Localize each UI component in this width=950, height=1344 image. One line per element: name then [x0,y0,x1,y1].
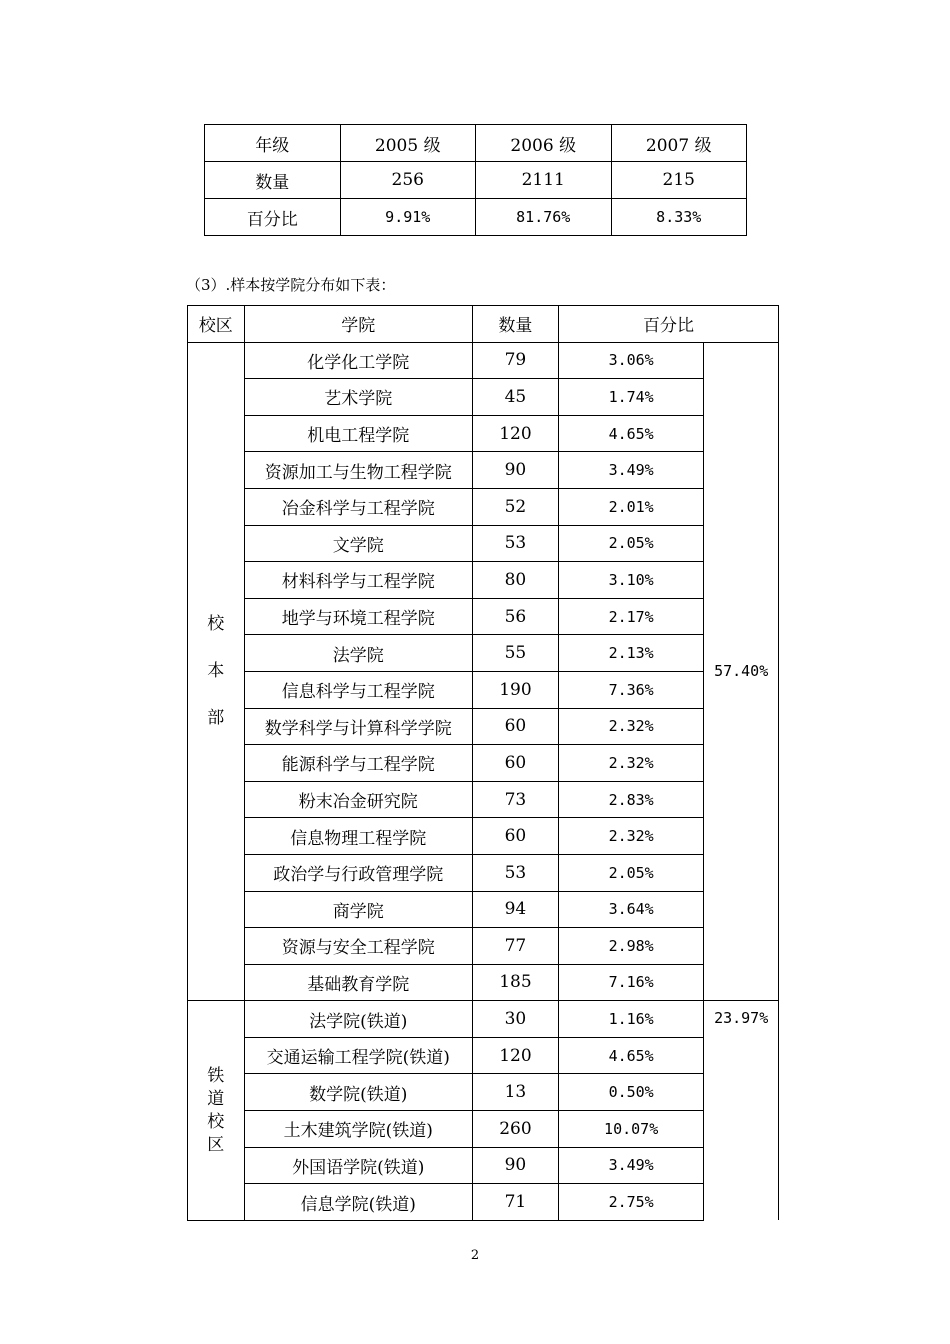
college-percent: 2.13% [558,635,703,672]
college-count: 73 [472,781,558,818]
grade-header-row [205,125,747,162]
college-name: 信息物理工程学院 [244,818,472,855]
college-percent: 2.75% [558,1184,703,1221]
college-count: 52 [472,488,558,525]
table-row [188,1001,779,1038]
college-header-row [188,306,779,343]
table-row [188,488,779,525]
college-name: 信息科学与工程学院 [244,671,472,708]
college-percent: 7.36% [558,671,703,708]
college-count: 190 [472,671,558,708]
college-name: 地学与环境工程学院 [244,598,472,635]
college-count: 60 [472,745,558,782]
grade-percent-2007: 8.33% [611,199,747,236]
college-count: 60 [472,818,558,855]
college-count: 90 [472,1147,558,1184]
college-percent: 1.16% [558,1001,703,1038]
table-row [188,781,779,818]
college-count: 120 [472,415,558,452]
main-campus-label-char: 校 [207,613,225,634]
main-campus-subtotal: 57.40% [704,342,779,1001]
college-name: 土木建筑学院(铁道) [244,1111,472,1148]
college-percent: 2.98% [558,928,703,965]
grade-header-2005: 2005 级 [340,125,476,162]
grade-percent-label: 百分比 [205,199,341,236]
college-count: 120 [472,1037,558,1074]
college-name: 能源科学与工程学院 [244,745,472,782]
main-campus-label-char: 本 [207,660,225,681]
grade-count-2006: 2111 [476,162,612,199]
college-percent: 3.64% [558,891,703,928]
college-name: 艺术学院 [244,379,472,416]
table-row [188,818,779,855]
grade-header-2007: 2007 级 [611,125,747,162]
college-percent: 4.65% [558,415,703,452]
railway-campus-label-char: 铁 [207,1065,225,1086]
college-count: 185 [472,964,558,1001]
college-count: 60 [472,708,558,745]
header-college: 学院 [244,306,472,343]
college-name: 文学院 [244,525,472,562]
college-distribution-table [187,305,779,1221]
college-percent: 1.74% [558,379,703,416]
college-name: 信息学院(铁道) [244,1184,472,1221]
table-row [188,1037,779,1074]
college-name: 数学科学与计算科学学院 [244,708,472,745]
table-row [188,1111,779,1148]
college-name: 资源与安全工程学院 [244,928,472,965]
college-percent: 2.32% [558,745,703,782]
college-percent: 3.49% [558,452,703,489]
table-row [188,342,779,379]
college-percent: 2.32% [558,818,703,855]
college-percent: 2.05% [558,525,703,562]
table-row [188,562,779,599]
college-percent: 3.49% [558,1147,703,1184]
college-count: 77 [472,928,558,965]
college-count: 53 [472,525,558,562]
college-count: 80 [472,562,558,599]
grade-count-row [205,162,747,199]
railway-campus-label-char: 道 [207,1088,225,1109]
college-name: 机电工程学院 [244,415,472,452]
college-count: 260 [472,1111,558,1148]
table-row [188,891,779,928]
college-percent: 2.05% [558,854,703,891]
grade-count-label: 数量 [205,162,341,199]
college-count: 56 [472,598,558,635]
grade-header-label: 年级 [205,125,341,162]
college-count: 90 [472,452,558,489]
college-name: 资源加工与生物工程学院 [244,452,472,489]
header-campus: 校区 [188,306,245,343]
college-percent: 2.83% [558,781,703,818]
college-count: 45 [472,379,558,416]
table-row [188,598,779,635]
college-count: 79 [472,342,558,379]
college-percent: 3.10% [558,562,703,599]
grade-percent-row [205,199,747,236]
college-table-caption: （3）.样本按学院分布如下表： [186,276,396,294]
grade-header-2006: 2006 级 [476,125,612,162]
table-row [188,415,779,452]
college-percent: 7.16% [558,964,703,1001]
college-count: 71 [472,1184,558,1221]
college-count: 13 [472,1074,558,1111]
college-count: 55 [472,635,558,672]
main-campus-label-char: 部 [207,707,225,728]
header-count: 数量 [472,306,558,343]
grade-distribution-table [204,124,747,236]
railway-campus-label [188,1001,245,1221]
table-row [188,854,779,891]
table-row [188,1147,779,1184]
college-percent: 3.06% [558,342,703,379]
college-percent: 2.01% [558,488,703,525]
college-percent: 0.50% [558,1074,703,1111]
grade-percent-2006: 81.76% [476,199,612,236]
college-name: 化学化工学院 [244,342,472,379]
table-row [188,379,779,416]
college-name: 数学院(铁道) [244,1074,472,1111]
college-name: 粉末冶金研究院 [244,781,472,818]
college-name: 商学院 [244,891,472,928]
railway-campus-subtotal: 23.97% [704,1001,779,1221]
table-row [188,1074,779,1111]
college-count: 94 [472,891,558,928]
header-percent: 百分比 [558,306,778,343]
college-percent: 10.07% [558,1111,703,1148]
college-name: 交通运输工程学院(铁道) [244,1037,472,1074]
college-name: 法学院 [244,635,472,672]
college-name: 基础教育学院 [244,964,472,1001]
table-row [188,452,779,489]
railway-campus-label-char: 区 [207,1134,225,1155]
main-campus-label [188,342,245,1001]
grade-count-2005: 256 [340,162,476,199]
college-name: 外国语学院(铁道) [244,1147,472,1184]
college-percent: 2.17% [558,598,703,635]
college-count: 53 [472,854,558,891]
college-name: 法学院(铁道) [244,1001,472,1038]
page-number: 2 [470,1248,480,1263]
college-percent: 2.32% [558,708,703,745]
grade-count-2007: 215 [611,162,747,199]
table-row [188,635,779,672]
college-name: 材料科学与工程学院 [244,562,472,599]
table-row [188,928,779,965]
table-row [188,671,779,708]
college-table-body [188,306,779,1221]
table-row [188,525,779,562]
college-count: 30 [472,1001,558,1038]
table-row [188,745,779,782]
table-row [188,964,779,1001]
railway-campus-label-char: 校 [207,1111,225,1132]
table-row [188,1184,779,1221]
college-name: 冶金科学与工程学院 [244,488,472,525]
table-row [188,708,779,745]
grade-percent-2005: 9.91% [340,199,476,236]
college-percent: 4.65% [558,1037,703,1074]
college-name: 政治学与行政管理学院 [244,854,472,891]
